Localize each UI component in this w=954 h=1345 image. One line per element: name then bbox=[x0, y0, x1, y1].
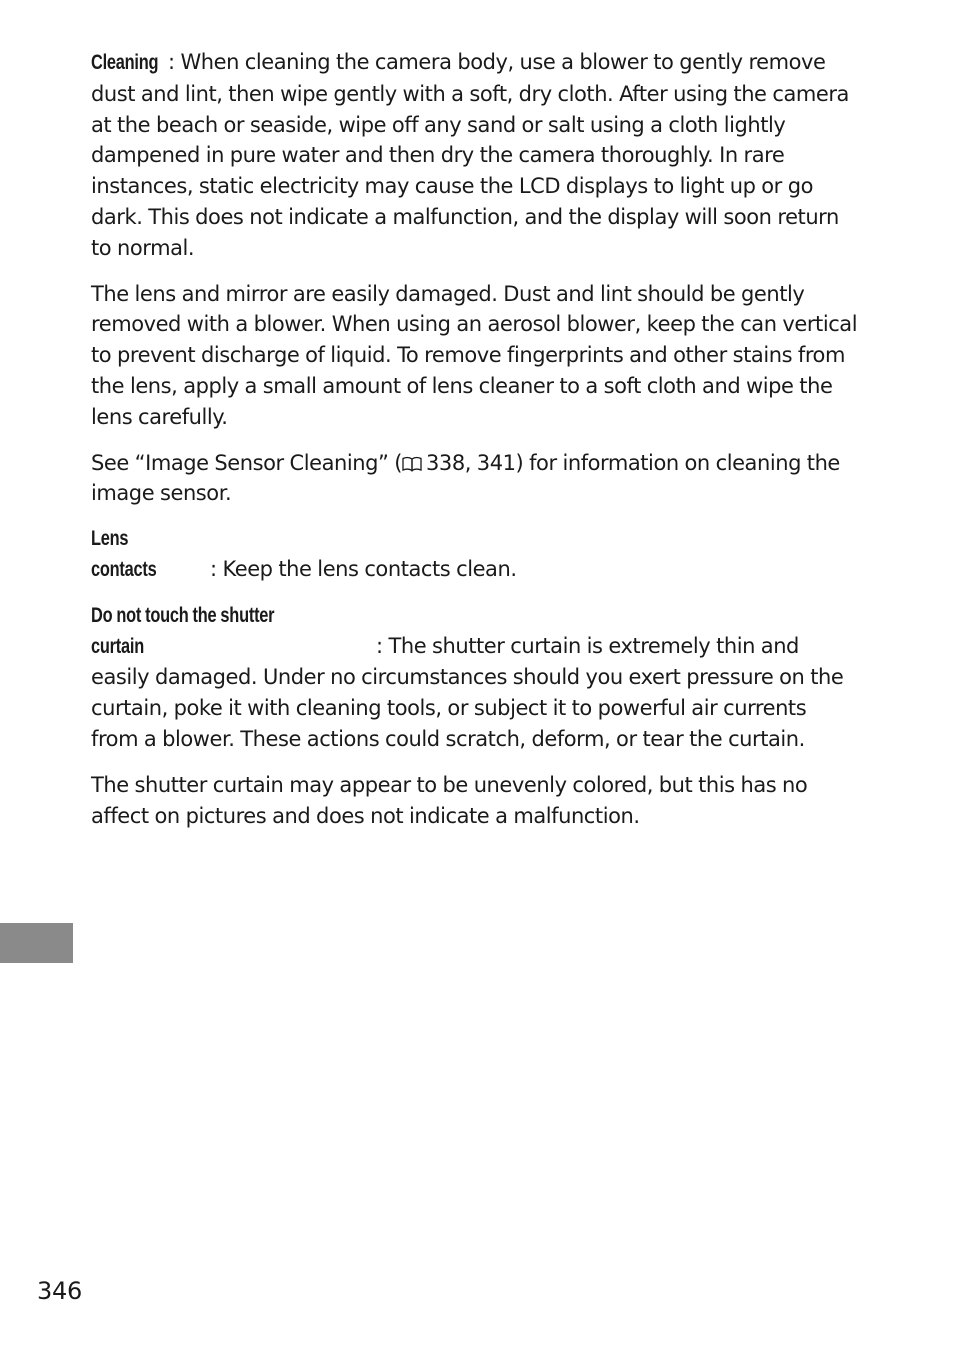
sensor-ref-text-before: See “Image Sensor Cleaning” ( bbox=[91, 450, 402, 475]
page-content bbox=[91, 47, 859, 846]
section-tab-marker bbox=[0, 923, 73, 963]
lens-contacts-text: : Keep the lens contacts clean. bbox=[210, 556, 517, 581]
uneven-color-text: The shutter curtain may appear to be unevenly colored, but this has no affect on pictures and does not indicate a malfunction. bbox=[91, 772, 808, 828]
page-number: 346 bbox=[37, 1277, 82, 1305]
cleaning-text: : When cleaning the camera body, use a blower to gently remove dust and lint, then wipe gently with a soft, dry cloth. After using the camera at the beach or seaside, wipe off any sand or salt using a cloth lightly dampened in pure water and then dry the camera thoroughly. In rare instances, static electricity may cause the LCD displays to light up or go dark. This does not indicate a malfunction, and the display will soon return to normal. bbox=[91, 50, 849, 260]
sensor-reference-paragraph bbox=[91, 448, 859, 510]
shutter-curtain-text: : The shutter curtain is extremely thin and easily damaged. Under no circumstances should you exert pressure on the curtain, poke it with cleaning tools, or subject it to powerful air currents from a blower. These actions could scratch, deform, or tear the curtain. bbox=[91, 633, 844, 751]
lens-mirror-text: The lens and mirror are easily damaged. Dust and lint should be gently removed with a blower. When using an aerosol blower, keep the can vertical to prevent discharge of liquid. To remove fingerprints and other stains from the lens, apply a small amount of lens cleaner to a soft cloth and wipe the lens carefully. bbox=[91, 281, 858, 429]
sensor-ref-pages[interactable]: 338, 341 bbox=[426, 450, 516, 475]
lens-contacts-heading: Lens contacts bbox=[91, 527, 157, 581]
cleaning-paragraph bbox=[91, 47, 859, 264]
uneven-color-paragraph bbox=[91, 770, 859, 832]
cleaning-heading: Cleaning bbox=[91, 51, 159, 74]
lens-contacts-paragraph bbox=[91, 524, 859, 586]
sensor-ref-text-after: ) for information on cleaning the image sensor. bbox=[91, 450, 840, 506]
shutter-curtain-paragraph bbox=[91, 601, 859, 755]
shutter-curtain-heading: Do not touch the shutter curtain bbox=[91, 603, 275, 658]
book-icon bbox=[402, 456, 422, 472]
lens-mirror-paragraph bbox=[91, 279, 859, 433]
